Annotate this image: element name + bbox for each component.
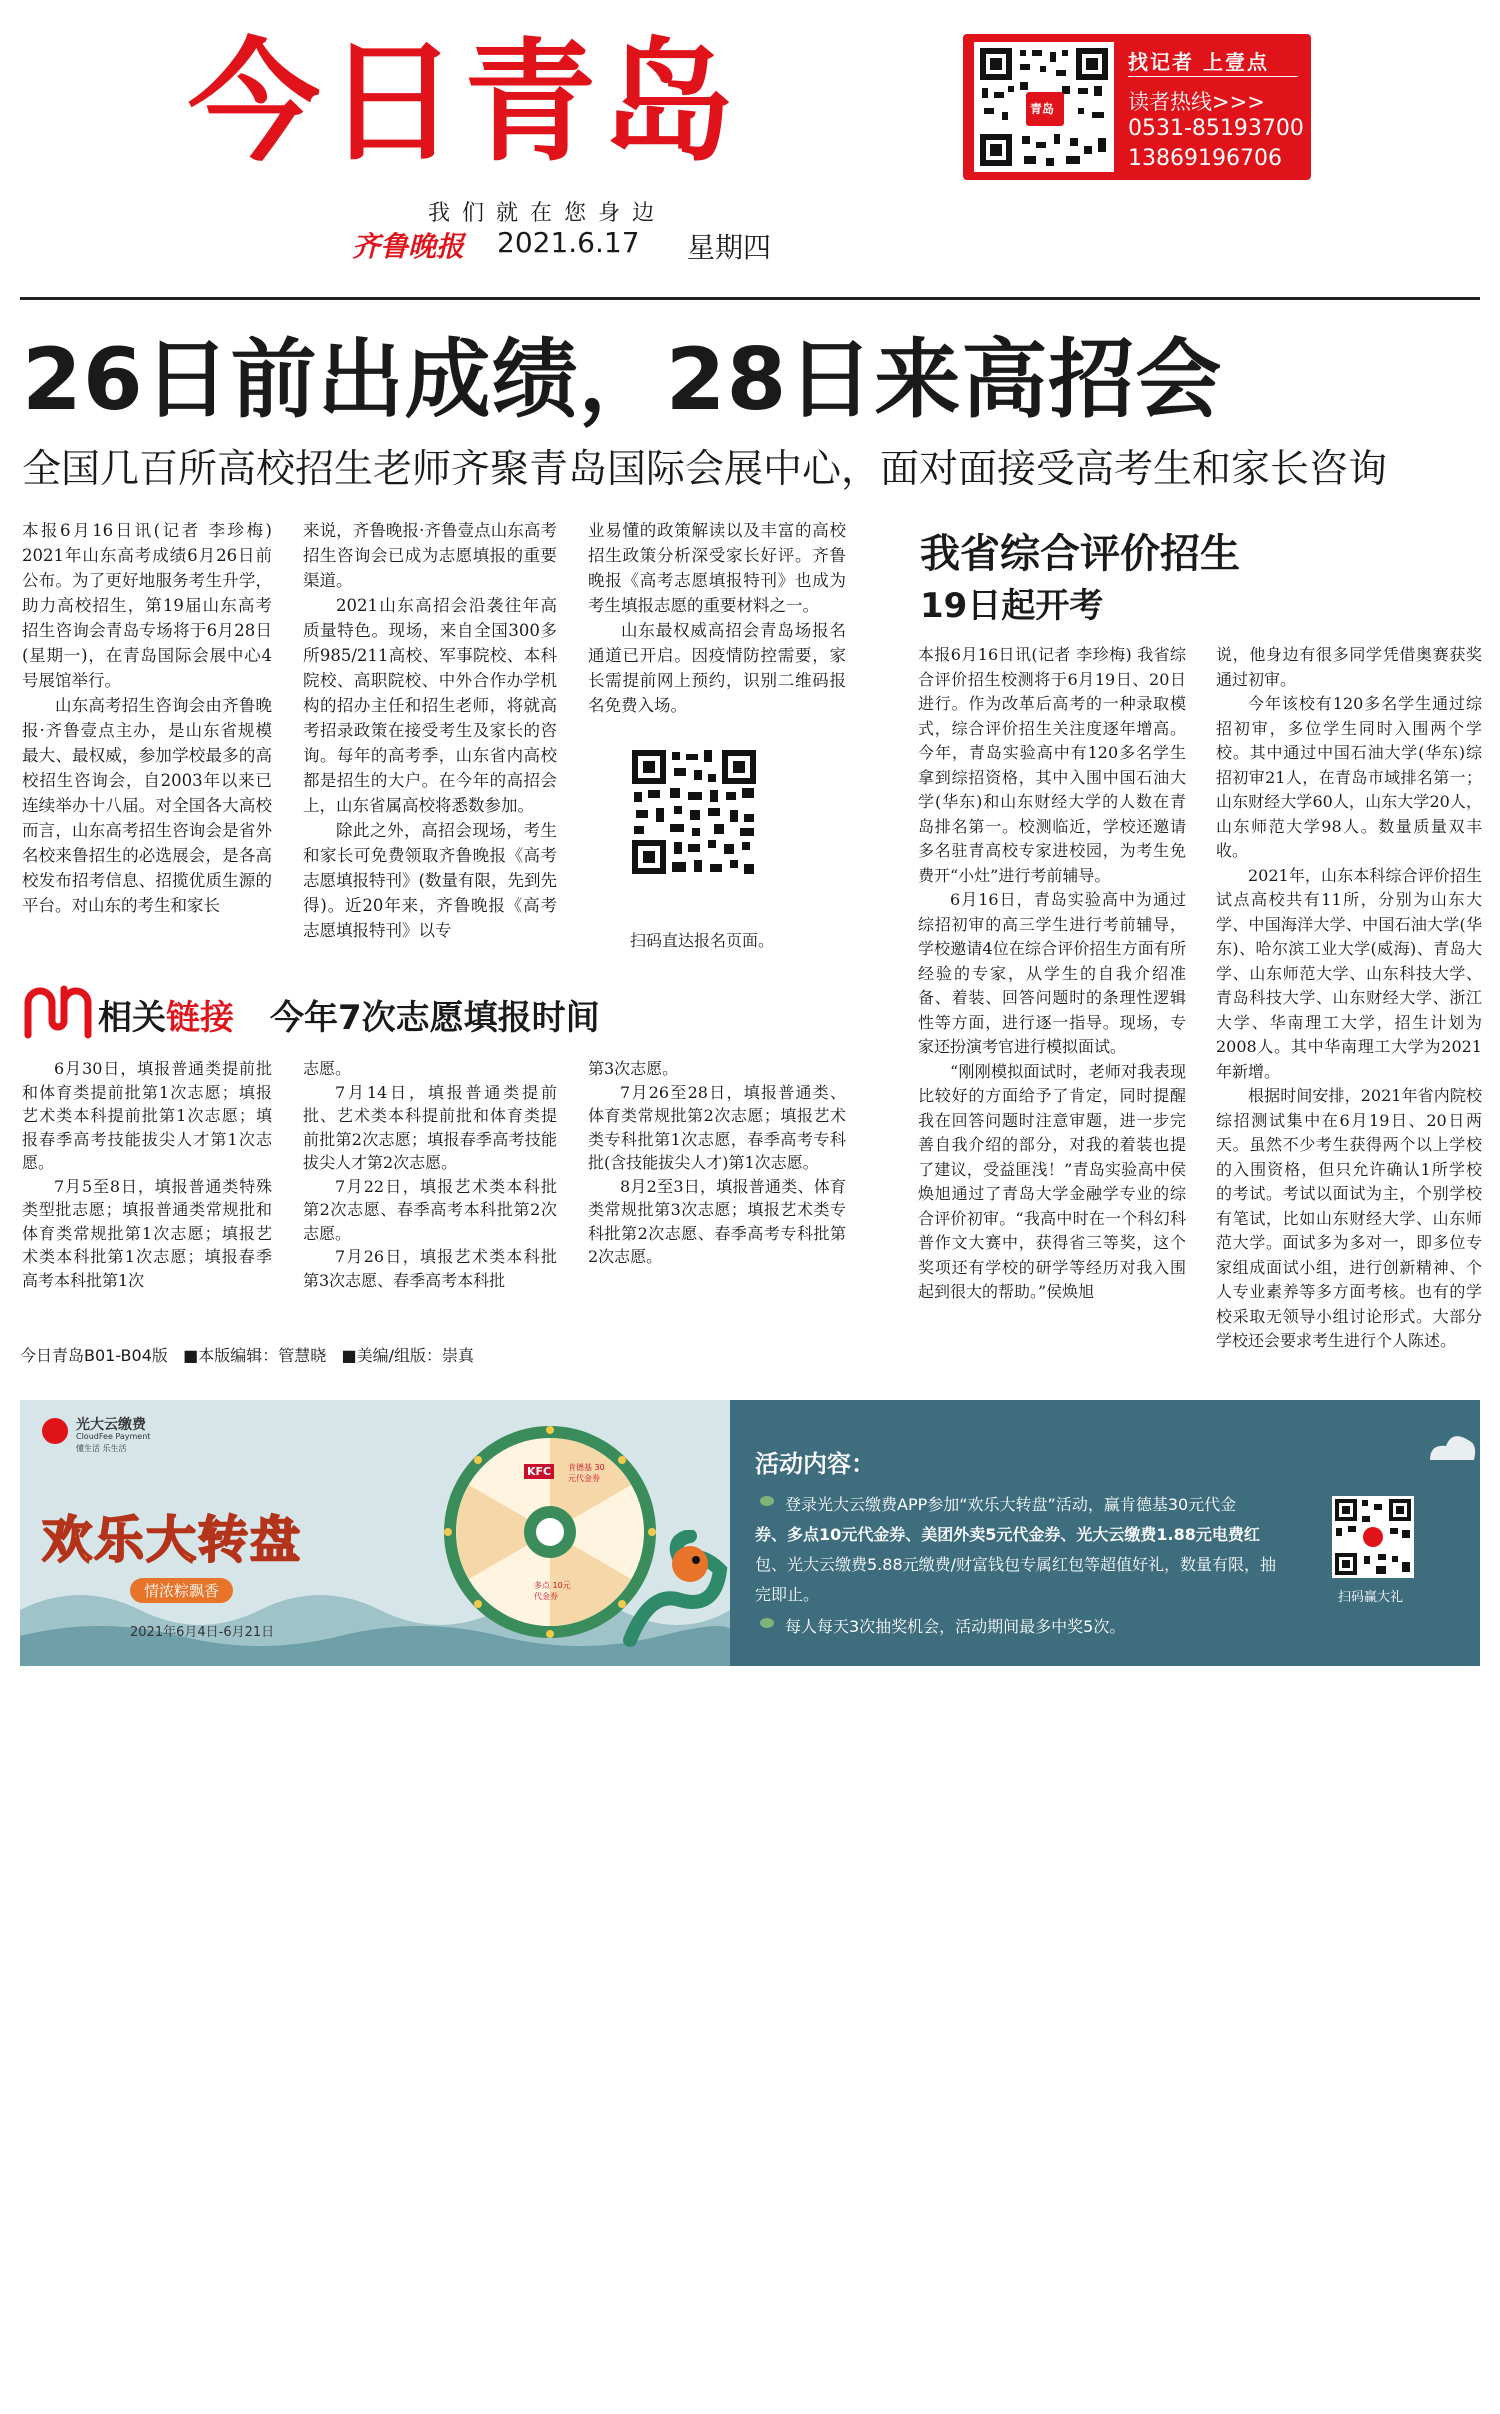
paragraph: 本报6月16日讯(记者 李珍梅) 2021年山东高考成绩6月26日前公布。为了更好地服务考生升学，助力高校招生，第19届山东高考招生咨询会青岛专场将于6月28日(星期一)，在青岛国际会展中心4号展馆举行。 [22, 521, 272, 690]
sidebar-article-title: 我省综合评价招生 [920, 531, 1240, 577]
footer-pages: 今日青岛B01-B04版 [20, 1346, 168, 1365]
brand-logo-icon [42, 1418, 68, 1444]
paragraph: 志愿。 [303, 1059, 352, 1078]
related-column-1 [22, 1057, 272, 1292]
wheel-kfc: KFC [524, 1464, 554, 1479]
footer-editor: ■本版编辑：管慧晓 [183, 1346, 327, 1365]
paragraph: 本报6月16日讯(记者 李珍梅) 我省综合评价招生校测将于6月19日、20日进行。作为改革后高考的一种录取模式，综合评价招生关注度逐年增高。今年，青岛实验高中有120多名学生拿到综招资格，其中入围中国石油大学(华东)和山东财经大学的人数在青岛排名第一。校测临近，学校还邀请多名驻青高校专家进校园，为考生免费开“小灶”进行考前辅导。 [918, 645, 1186, 885]
ad-dates: 2021年6月4日-6月21日 [130, 1625, 275, 1640]
ad-brand-en: CloudFee Payment [76, 1432, 151, 1441]
ad-qr-code[interactable] [1332, 1496, 1414, 1578]
leaf-bullet-icon [760, 1496, 774, 1506]
paragraph: 除此之外，高招会现场，考生和家长可免费领取齐鲁晚报《高考志愿填报特刊》(数量有限，先到先得)。近20年来，齐鲁晚报《高考志愿填报特刊》以专 [303, 821, 557, 940]
ad-line-1: 登录光大云缴费APP参加“欢乐大转盘”活动，赢肯德基30元代金 [785, 1495, 1237, 1514]
paragraph: 7月5至8日，填报普通类特殊类型批志愿；填报普通类常规批和体育类常规批第1次志愿；填报艺术类本科批第1次志愿；填报春季高考本科批第1次 [22, 1176, 272, 1290]
ad-line-2: 券、多点10元代金券、美团外卖5元代金券、光大云缴费1.88元电费红 [755, 1525, 1260, 1544]
paper-logo: 齐鲁晚报 [352, 230, 465, 263]
related-link-label [98, 990, 234, 1039]
paragraph: 山东最权威高招会青岛场报名通道已开启。因疫情防控需要，家长需提前网上预约，识别二维码报名免费入场。 [588, 621, 846, 715]
paragraph: 今年该校有120多名学生通过综招初审，多位学生同时入围两个学校。其中通过中国石油大学(华东)综招初审21人，在青岛市域排名第一；山东财经大学60人，山东大学20人，山东师范大学98人。数量质量双丰收。 [1216, 694, 1482, 860]
paragraph: 7月26至28日，填报普通类、体育类常规批第2次志愿；填报艺术类专科批第1次志愿，春季高考专科批(含技能拔尖人才)第1次志愿。 [588, 1082, 846, 1172]
wheel-prize-2: 多点 10元代金券 [534, 1581, 571, 1601]
hotline-label: 读者热线>>> [1128, 90, 1265, 114]
sidebar-article-column-2 [1216, 643, 1482, 1354]
related-link-title: 今年7次志愿填报时间 [270, 998, 600, 1038]
paragraph: 第3次志愿。 [588, 1059, 679, 1078]
paragraph: “刚刚模拟面试时，老师对我表现比较好的方面给予了肯定，同时提醒我在回答问题时注意审题，进一步完善自我介绍的部分，对我的着装也提了建议，受益匪浅！”青岛实验高中侯焕旭通过了青岛大学金融学专业的综合评价初审。“我高中时在一个科幻科普作文大赛中，获得省三等奖，这个奖项还有学校的研学等经历对我入围起到很大的帮助。”侯焕旭 [918, 1061, 1186, 1301]
masthead-slogan: 我们就在您身边 [428, 201, 667, 226]
ad-brand-sub: 懂生活 乐生活 [76, 1444, 127, 1453]
qr-caption: 扫码直达报名页面。 [630, 931, 775, 950]
qr-badge: 青岛 [1030, 102, 1055, 116]
paragraph: 来说，齐鲁晚报·齐鲁壹点山东高考招生咨询会已成为志愿填报的重要渠道。 [303, 521, 557, 590]
ad-line-3: 包、光大云缴费5.88元缴费/财富钱包专属红包等超值好礼，数量有限，抽 [755, 1555, 1277, 1574]
ad-heading: 活动内容： [755, 1450, 875, 1478]
ad-line-4: 完即止。 [755, 1585, 820, 1604]
related-label-a: 相关 [98, 998, 166, 1038]
related-column-3 [588, 1057, 846, 1269]
paragraph: 6月16日，青岛实验高中为通过综招初审的高三学生进行考前辅导，学校邀请4位在综合评价招生方面有所经验的专家，从学生的自我介绍准备、着装、回答问题时的条理性逻辑性等方面，进行逐一指导。现场，专家还扮演考官进行模拟面试。 [918, 890, 1186, 1056]
paragraph: 6月30日，填报普通类提前批和体育类提前批第1次志愿；填报艺术类本科提前批第1次志愿；填报春季高考技能拔尖人才第1次志愿。 [22, 1059, 272, 1172]
article-main-column-3 [588, 518, 846, 718]
leaf-bullet-icon [760, 1618, 774, 1628]
hotline-phone-2[interactable]: 13869196706 [1128, 146, 1282, 171]
article-main-column-2 [303, 518, 557, 943]
ad-qr-label: 扫码赢大礼 [1338, 1590, 1404, 1605]
related-label-b: 链接 [166, 998, 234, 1038]
ad-line-5: 每人每天3次抽奖机会，活动期间最多中奖5次。 [785, 1617, 1126, 1636]
main-subheadline: 全国几百所高校招生老师齐聚青岛国际会展中心，面对面接受高考生和家长咨询 [22, 447, 1388, 492]
ad-brand: 光大云缴费 [76, 1417, 146, 1433]
hotline-slogan: 找记者 上壹点 [1128, 50, 1269, 74]
qr-code-icon [630, 748, 758, 876]
hotline-phone-1[interactable]: 0531-85193700 [1128, 116, 1304, 141]
advertisement-banner[interactable] [20, 1400, 1480, 1666]
hotline-divider [1128, 76, 1298, 77]
publication-date: 2021.6.17 [497, 226, 640, 259]
paragraph: 根据时间安排，2021年省内院校综招测试集中在6月19日、20日两天。虽然不少考生获得两个以上学校的入围资格，但只允许确认1所学校的考试。考试以面试为主，个别学校有笔试，比如山东财经大学、山东师范大学。面试多为多对一，即多位专家组成面试小组，进行创新精神、个人专业素养等多方面考核。也有的学校采取无领导小组讨论形式。大部分学校还会要求考生进行个人陈述。 [1216, 1086, 1482, 1350]
related-column-2 [303, 1057, 557, 1292]
paragraph: 7月14日，填报普通类提前批、艺术类本科提前批和体育类提前批第2次志愿；填报春季高考技能拔尖人才第2次志愿。 [303, 1082, 557, 1172]
paragraph: 8月2至3日，填报普通类、体育类常规批第3次志愿；填报艺术类专科批第2次志愿、春季高考专科批第2次志愿。 [588, 1176, 846, 1266]
qr-code-icon [1332, 1496, 1414, 1578]
paragraph: 7月26日，填报艺术类本科批第3次志愿、春季高考本科批 [303, 1247, 557, 1290]
sidebar-article-subtitle: 19日起开考 [920, 586, 1104, 626]
paragraph: 2021山东高招会沿袭往年高质量特色。现场，来自全国300多所985/211高校、军事院校、本科院校、高职院校、中外合作办学机构的招办主任和招生老师，将就高考招录政策在接受考生及家长的咨询。每年的高考季，山东省内高校都是招生的大户。在今年的高招会上，山东省属高校将悉数参加。 [303, 596, 557, 815]
related-link-icon [22, 985, 92, 1039]
paragraph: 说，他身边有很多同学凭借奥赛获奖通过初审。 [1216, 645, 1482, 689]
paragraph: 2021年，山东本科综合评价招生试点高校共有11所，分别为山东大学、中国海洋大学、中国石油大学(华东)、哈尔滨工业大学(威海)、青岛大学、山东师范大学、山东科技大学、青岛科技大学、山东财经大学、浙江大学、华南理工大学，招生计划为2008人。其中华南理工大学为2021年新增。 [1216, 865, 1482, 1081]
hotline-qr-code[interactable] [974, 42, 1114, 172]
cloud-decoration-icon [1420, 1420, 1480, 1480]
dragon-mascot-icon [620, 1530, 730, 1650]
paragraph: 7月22日，填报艺术类本科批第2次志愿、春季高考本科批第2次志愿。 [303, 1176, 557, 1243]
wheel-prize-1: 肯德基 30元代金券 [568, 1463, 605, 1483]
ad-title: 欢乐大转盘 [42, 1511, 302, 1569]
registration-qr-code[interactable] [630, 748, 758, 876]
masthead-title: 今日青岛 [188, 26, 740, 180]
paragraph: 山东高考招生咨询会由齐鲁晚报·齐鲁壹点主办，是山东省规模最大、最权威，参加学校最多的高校招生咨询会，自2003年以来已连续举办十八届。对全国各大高校而言，山东高考招生咨询会是省外名校来鲁招生的必选展会，是各高校发布招考信息、招揽优质生源的平台。对山东的考生和家长 [22, 696, 272, 915]
article-main-column-1 [22, 518, 272, 918]
publication-weekday: 星期四 [687, 231, 772, 264]
ad-ribbon: 情浓粽飘香 [130, 1578, 233, 1603]
paragraph: 业易懂的政策解读以及丰富的高校招生政策分析深受家长好评。齐鲁晚报《高考志愿填报特刊》也成为考生填报志愿的重要材料之一。 [588, 521, 846, 615]
sidebar-article-column-1 [918, 643, 1186, 1305]
footer-designer: ■美编/组版：崇真 [341, 1346, 475, 1365]
page-footer [20, 1343, 474, 1366]
masthead-rule [20, 297, 1480, 300]
main-headline: 26日前出成绩，28日来高招会 [22, 330, 1223, 430]
